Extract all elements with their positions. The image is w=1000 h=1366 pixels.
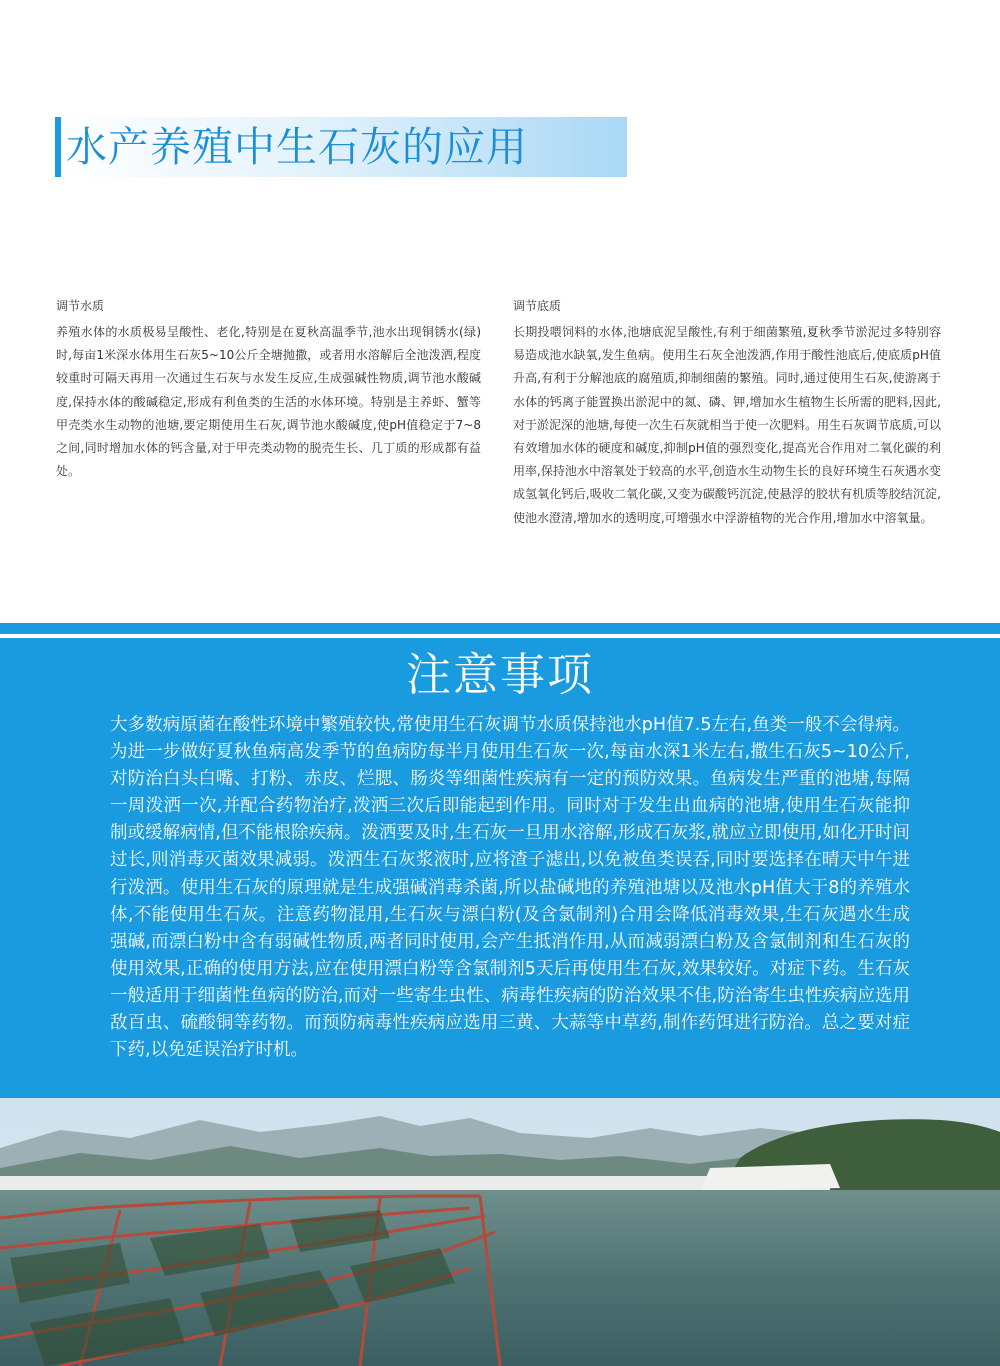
notice-heading: 注意事项 [405,648,594,701]
section-body: 长期投喂饲料的水体,池塘底泥呈酸性,有利于细菌繁殖,夏秋季节淤泥过多特别容易造成池水缺氧,发生鱼病。使用生石灰全池泼洒,作用于酸性池底后,使底质pH值升高,有利于分解池底的腐殖质,抑制细菌的繁殖。同时,通过使用生石灰,使游离于水体的钙离子能置换出淤泥中的氮、磷、钾,增加水生植物生长所需的肥料,因此,对于淤泥深的池塘,每使一次生石灰就相当于使一次肥料。用生石灰调节底质,可以有效增加水体的硬度和碱度,抑制pH值的强烈变化,提高光合作用对二氧化碳的利用率,保持池水中溶氧处于较高的水平,创造水生动物生长的良好环境生石灰遇水变成氢氧化钙后,吸收二氧化碳,又变为碳酸钙沉淀,使悬浮的胶状有机质等胶结沉淀,使池水澄清,增加水的透明度,可增强水中浮游植物的光合作用,增加水中溶氧量。 [513,325,941,525]
section-water-quality [56,297,481,483]
fish-farm-photo [0,1098,1000,1366]
divider-rule [0,623,1000,634]
dam-slope [700,1164,840,1192]
section-body: 养殖水体的水质极易呈酸性、老化,特别是在夏秋高温季节,池水出现铜锈水(绿)时,每亩1米深水体用生石灰5~10公斤全塘抛撒，或者用水溶解后全池泼洒,程度较重时可隔天再用一次通过生石灰与水发生反应,生成强碱性物质,调节池水酸碱度,保持水体的酸碱稳定,形成有利鱼类的生活的水体环境。特别是主养虾、蟹等甲壳类水生动物的池塘,要定期使用生石灰,调节池水酸碱度,使pH值稳定于7~8之间,同时增加水体的钙含量,对于甲壳类动物的脱壳生长、几丁质的形成都有益处。 [56,325,481,479]
title-accent-bar [55,117,61,177]
notice-body: 大多数病原菌在酸性环境中繁殖较快,常使用生石灰调节水质保持池水pH值7.5左右,鱼类一般不会得病。为进一步做好夏秋鱼病高发季节的鱼病防每半月使用生石灰一次,每亩水深1米左右,撒生石灰5~10公斤,对防治白头白嘴、打粉、赤皮、烂腮、肠炎等细菌性疾病有一定的预防效果。鱼病发生严重的池塘,每隔一周泼洒一次,并配合药物治疗,泼洒三次后即能起到作用。同时对于发生出血病的池塘,使用生石灰能抑制或缓解病情,但不能根除疾病。泼洒要及时,生石灰一旦用水溶解,形成石灰浆,就应立即使用,如化开时间过长,则消毒灭菌效果减弱。泼洒生石灰浆液时,应将渣子滤出,以免被鱼类误吞,同时要选择在晴天中午进行泼洒。使用生石灰的原理就是生成强碱消毒杀菌,所以盐碱地的养殖池塘以及池水pH值大于8的养殖水体,不能使用生石灰。注意药物混用,生石灰与漂白粉(及含氯制剂)合用会降低消毒效果,生石灰遇水生成强碱,而漂白粉中含有弱碱性物质,两者同时使用,会产生抵消作用,从而减弱漂白粉及含氯制剂和生石灰的使用效果,正确的使用方法,应在使用漂白粉等含氯制剂5天后再使用生石灰,效果较好。对症下药。生石灰一般适用于细菌性鱼病的防治,而对一些寄生虫性、病毒性疾病的防治效果不佳,防治寄生虫性疾病应选用敌百虫、硫酸铜等药物。而预防病毒性疾病应选用三黄、大蒜等中草药,制作药饵进行防治。总之要对症下药,以免延误治疗时机。 [110,715,910,1061]
fish-farm-illustration [0,1098,1000,1366]
section-heading: 调节底质 [513,299,562,313]
section-heading: 调节水质 [56,299,105,313]
section-sediment [513,297,941,530]
page-title: 水产养殖中生石灰的应用 [66,123,528,171]
